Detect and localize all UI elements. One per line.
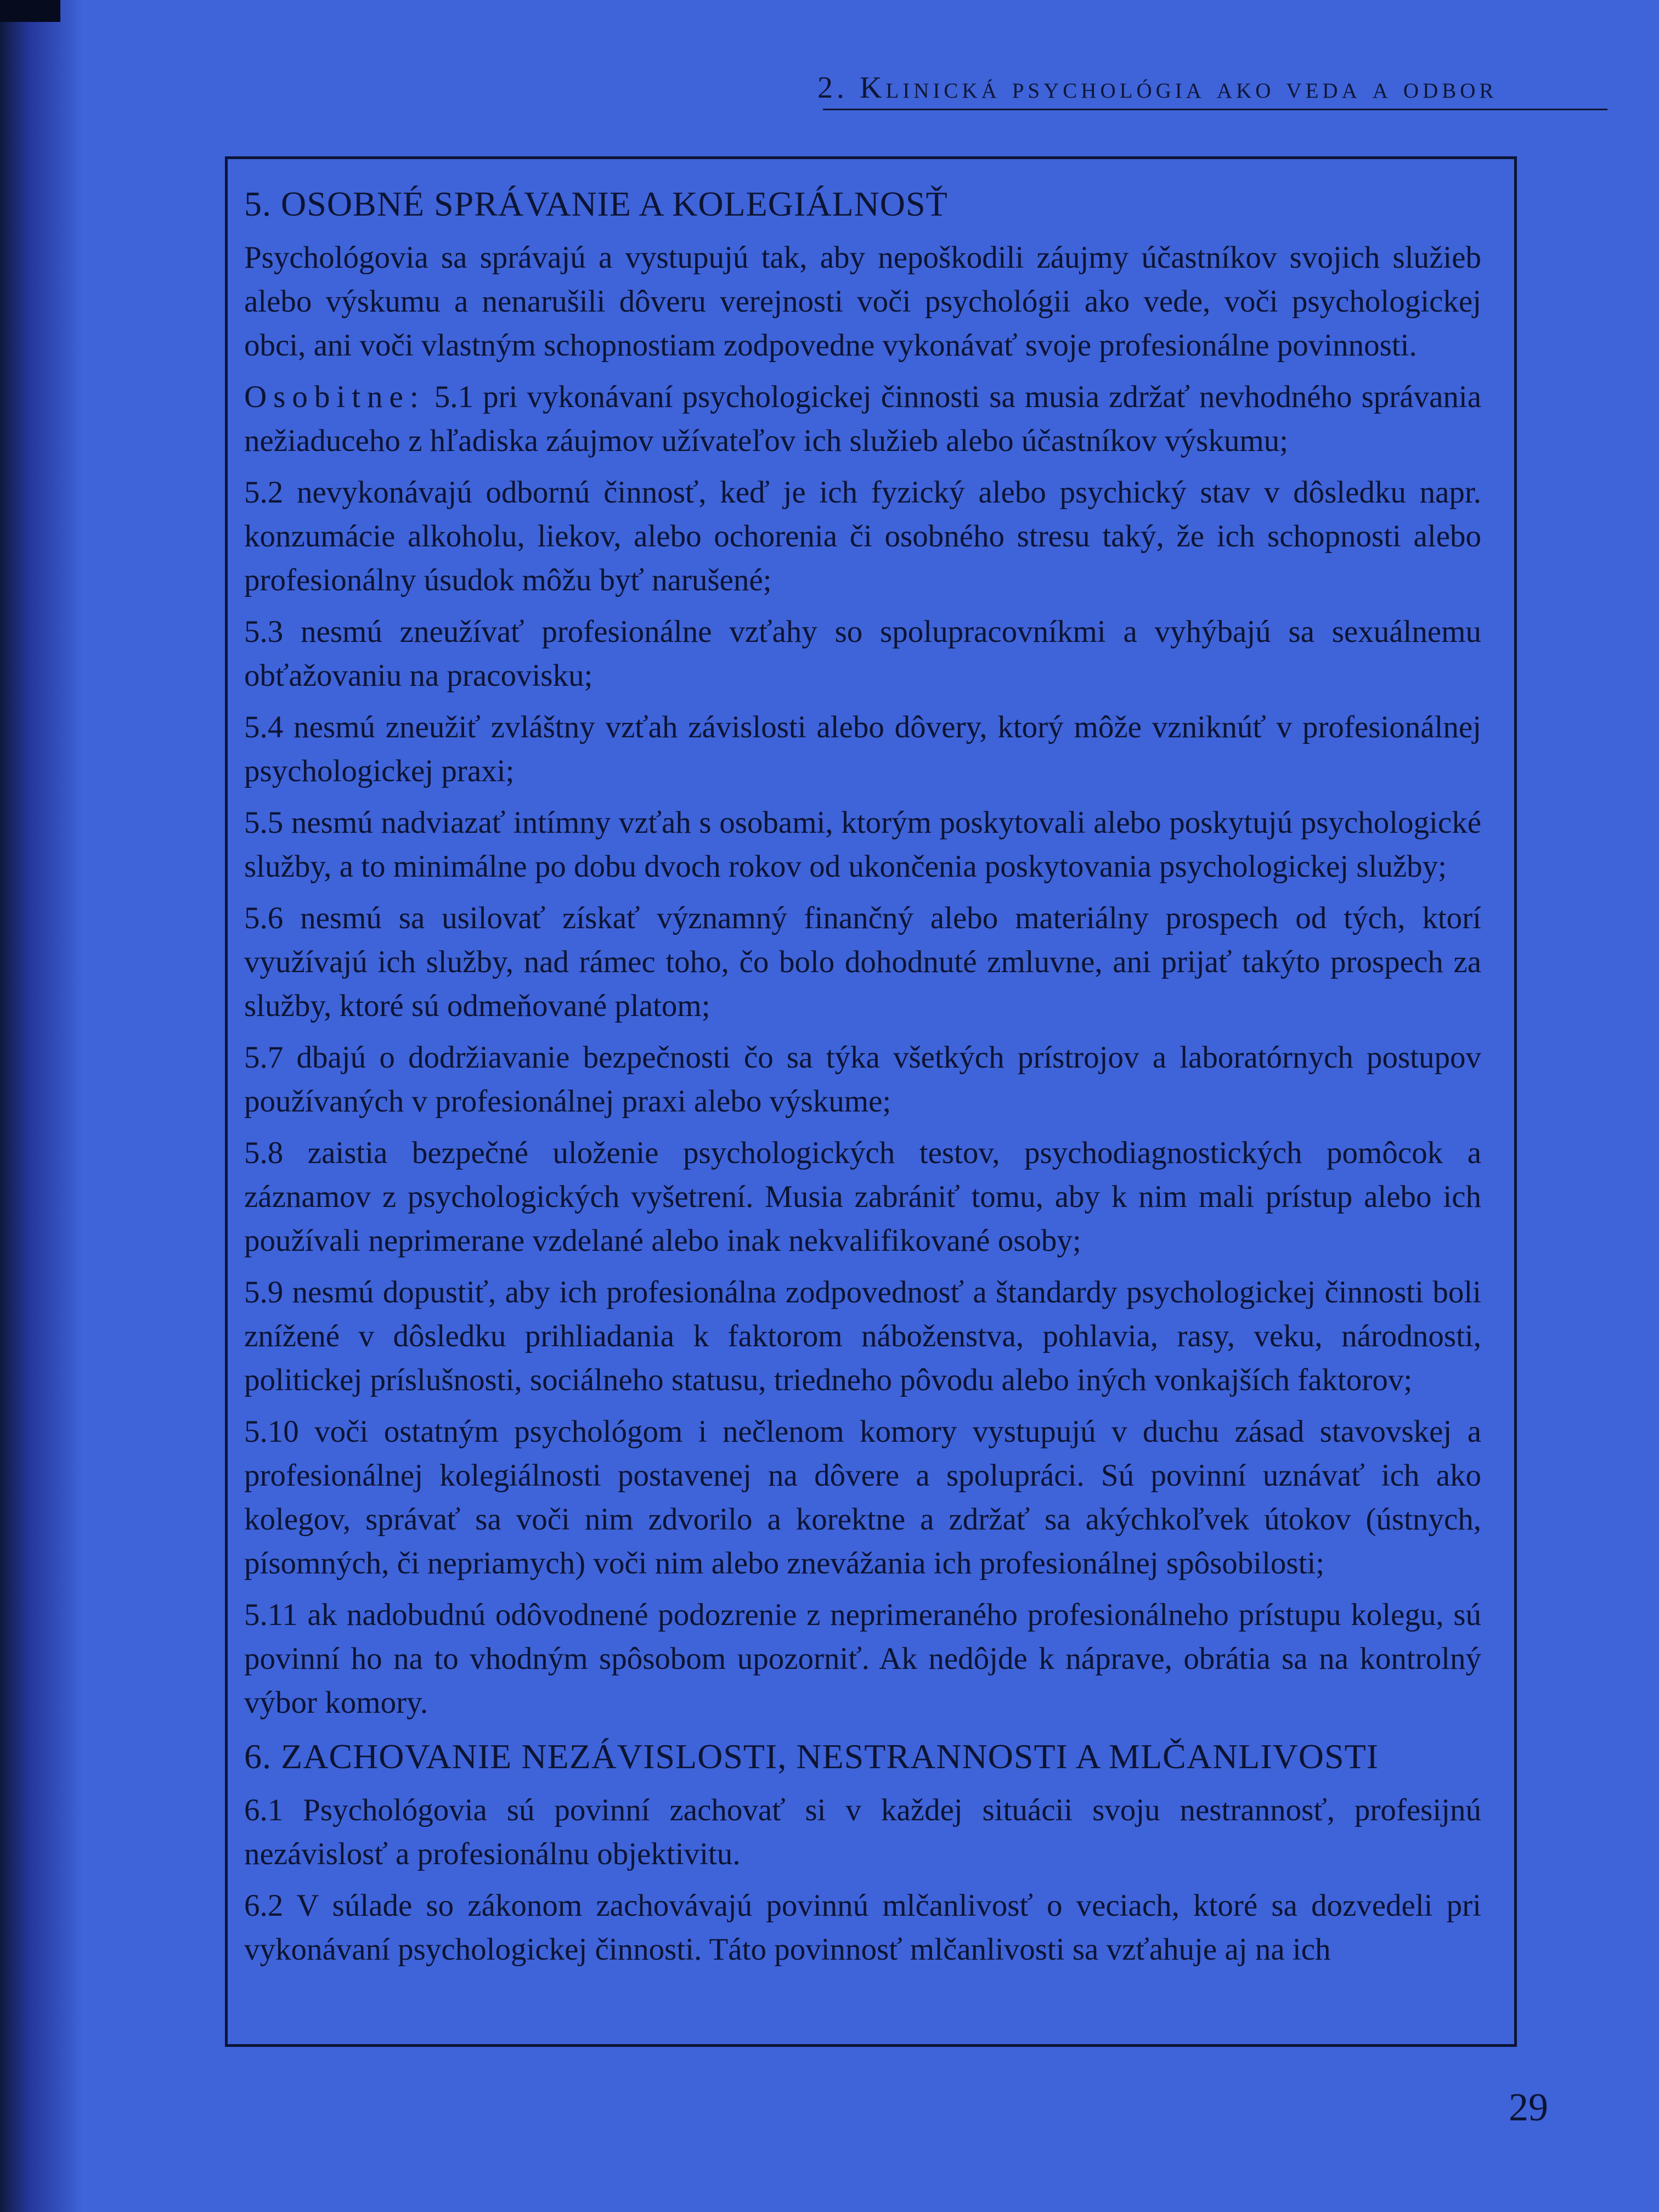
page-number: 29	[1509, 2085, 1548, 2129]
item-5-6: 5.6 nesmú sa usilovať získať významný finančný alebo materiálny prospech od tých, ktorí využívajú ich služby, nad rámec toho, čo bolo dohodnuté zmluvne, ani prijať takýto prospech za služby, ktoré sú odmeňované platom;	[244, 901, 1481, 1023]
facing-page-corner	[0, 0, 60, 22]
section-5-intro: Psychológovia sa správajú a vystupujú tak, aby nepoškodili záujmy účastníkov svojich služieb alebo výskumu a nenarušili dôveru verejnosti voči psychológii ako vede, voči psychologickej obci, ani voči vlastným schopnostiam zodpovedne vykonávať svoje profesionálne povinnosti.	[244, 240, 1481, 363]
osobitne-label: Osobitne:	[244, 380, 425, 414]
section-5-heading: 5. OSOBNÉ SPRÁVANIE A KOLEGIÁLNOSŤ	[244, 184, 948, 223]
running-header: 2. Klinická psychológia ako veda a odbor	[817, 71, 1498, 105]
item-5-3: 5.3 nesmú zneužívať profesionálne vzťahy so spolupracovníkmi a vyhýbajú sa sexuálnemu obťažovaniu na pracovisku;	[244, 614, 1481, 693]
code-of-ethics-box	[225, 156, 1517, 2047]
item-5-7: 5.7 dbajú o dodržiavanie bezpečnosti čo sa týka všetkých prístrojov a laboratórnych postupov používaných v profesionálnej praxi alebo výskume;	[244, 1040, 1481, 1119]
item-5-9: 5.9 nesmú dopustiť, aby ich profesionálna zodpovednosť a štandardy psychologickej činnosti boli znížené v dôsledku prihliadania k faktorom náboženstva, pohlavia, rasy, veku, národnosti, politickej príslušnosti, sociálneho statusu, triedneho pôvodu alebo iných vonkajších faktorov;	[244, 1275, 1481, 1397]
section-6-heading: 6. ZACHOVANIE NEZÁVISLOSTI, NESTRANNOSTI A MLČANLIVOSTI	[244, 1737, 1379, 1776]
item-6-1: 6.1 Psychológovia sú povinní zachovať si v každej situácii svoju nestrannosť, profesijnú nezávislosť a profesionálnu objektivitu.	[244, 1793, 1481, 1871]
item-5-10: 5.10 voči ostatným psychológom i nečlenom komory vystupujú v duchu zásad stavovskej a profesionálnej kolegiálnosti postavenej na dôvere a spolupráci. Sú povinní uznávať ich ako kolegov, správať sa voči nim zdvorilo a korektne a zdržať sa akýchkoľvek útokov (ústnych, písomných, či nepriamych) voči nim alebo znevážania ich profesionálnej spôsobilosti;	[244, 1414, 1481, 1581]
item-5-5: 5.5 nesmú nadviazať intímny vzťah s osobami, ktorým poskytovali alebo poskytujú psychologické služby, a to minimálne po dobu dvoch rokov od ukončenia poskytovania psychologickej služby;	[244, 805, 1481, 884]
header-rule	[823, 109, 1607, 110]
item-5-8: 5.8 zaistia bezpečné uloženie psychologických testov, psychodiagnostických pomôcok a záznamov z psychologických vyšetrení. Musia zabrániť tomu, aby k nim mali prístup alebo ich používali neprimerane vzdelané alebo inak nekvalifikované osoby;	[244, 1136, 1481, 1258]
item-5-11: 5.11 ak nadobudnú odôvodnené podozrenie z neprimeraného profesionálneho prístupu kolegu, sú povinní ho na to vhodným spôsobom upozorniť. Ak nedôjde k náprave, obrátia sa na kontrolný výbor komory.	[244, 1598, 1481, 1720]
item-5-2: 5.2 nevykonávajú odbornú činnosť, keď je ich fyzický alebo psychický stav v dôsledku napr. konzumácie alkoholu, liekov, alebo ochorenia či osobného stresu taký, že ich schopnosti alebo profesionálny úsudok môžu byť narušené;	[244, 475, 1481, 597]
item-5-1-text: 5.1 pri vykonávaní psychologickej činnosti sa musia zdržať nevhodného správania nežiaduceho z hľadiska záujmov užívateľov ich služieb alebo účastníkov výskumu;	[244, 380, 1481, 458]
item-5-1	[244, 375, 1481, 463]
item-6-2: 6.2 V súlade so zákonom zachovávajú povinnú mlčanlivosť o veciach, ktoré sa dozvedeli pri vykonávaní psychologickej činnosti. Táto povinnosť mlčanlivosti sa vzťahuje aj na ich	[244, 1888, 1481, 1967]
item-5-4: 5.4 nesmú zneužiť zvláštny vzťah závislosti alebo dôvery, ktorý môže vzniknúť v profesionálnej psychologickej praxi;	[244, 710, 1481, 788]
book-gutter-shadow	[0, 0, 82, 2212]
